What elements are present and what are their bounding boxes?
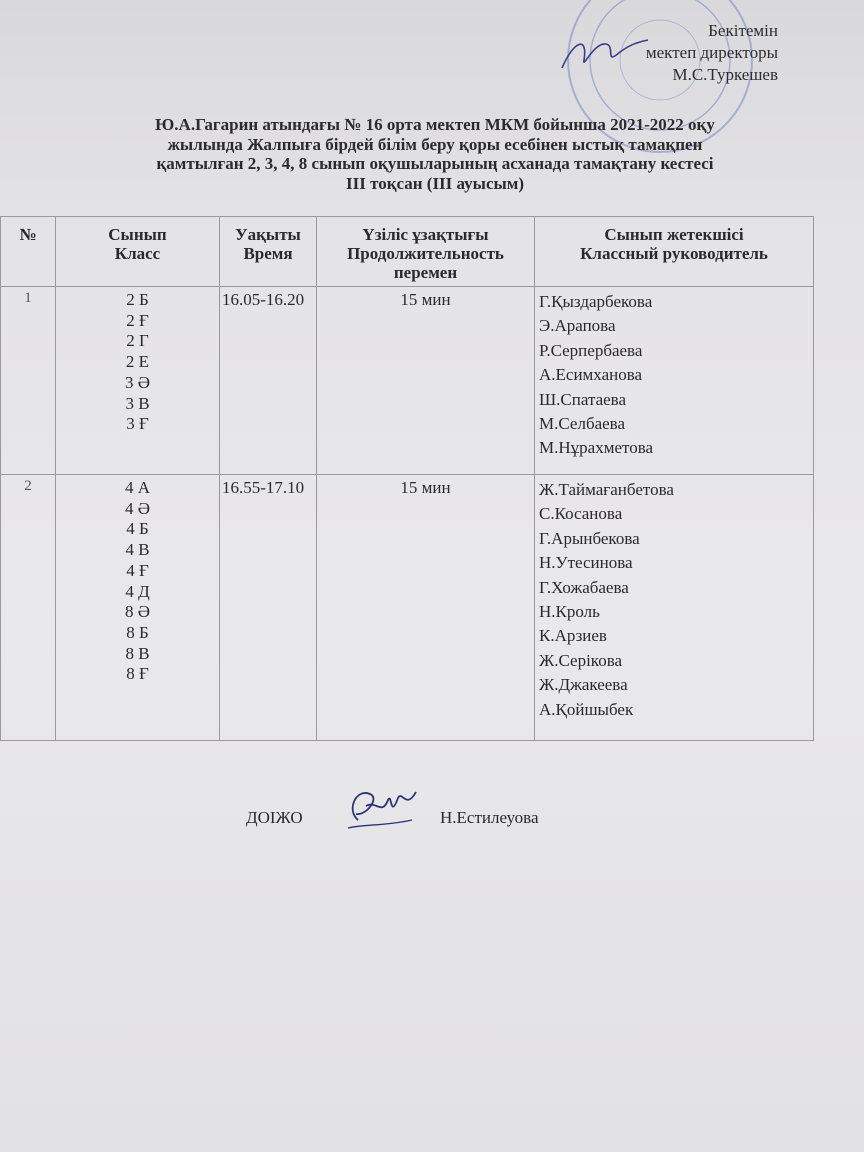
approval-line-1: Бекітемін <box>708 21 778 40</box>
header-class: Сынып Класс <box>56 217 220 287</box>
class-name: 4 Ғ <box>126 560 149 580</box>
teacher-name: Г.Хожабаева <box>539 577 629 597</box>
teacher-name: К.Арзиев <box>539 626 607 646</box>
class-name: 3 Ә <box>124 372 151 392</box>
title-line-3: қамтылған 2, 3, 4, 8 сынып оқушыларының асханада тамақтану кестесі <box>156 154 714 173</box>
title-line-4: III тоқсан (III ауысым) <box>345 173 525 193</box>
class-name: 2 Г <box>126 331 149 351</box>
teacher-name: М.Селбаева <box>539 414 626 434</box>
header-break: Үзіліс ұзақтығы Продолжительность перемен <box>317 217 535 287</box>
time-cell: 16.05-16.20 <box>220 287 317 475</box>
title-line-2: жылында Жалпыға бірдей білім беру қоры есебінен ыстық тамақпен <box>167 134 703 154</box>
title-line-1: Ю.А.Гагарин атындағы № 16 орта мектеп МКМ бойынша 2021-2022 оқу <box>155 115 715 134</box>
footer-name: Н.Естилеуова <box>440 808 539 827</box>
table-row <box>1 475 814 741</box>
teacher-name: Ж.Серікова <box>539 650 623 670</box>
teacher-name: Ш.Спатаева <box>539 389 627 409</box>
teacher-name: Г.Қыздарбекова <box>539 292 653 311</box>
class-name: 4 В <box>125 540 150 560</box>
teacher-name: А.Есимханова <box>539 365 643 385</box>
class-name: 8 Ә <box>124 602 151 622</box>
footer-position: ДОІЖО <box>246 808 303 827</box>
class-list <box>56 475 220 741</box>
handwritten-signature <box>336 780 426 840</box>
class-name: 2 Ғ <box>126 310 149 330</box>
approval-line-3: М.С.Туркешев <box>672 65 778 84</box>
class-name: 3 В <box>125 393 150 413</box>
class-name: 2 Е <box>125 352 150 372</box>
class-name: 2 Б <box>126 290 149 309</box>
row-number: 1 <box>1 287 56 475</box>
class-name: 3 Ғ <box>126 414 149 434</box>
teacher-name: М.Нұрахметова <box>539 438 654 458</box>
class-name: 4 А <box>124 478 151 497</box>
teacher-name: Н.Кроль <box>539 602 600 622</box>
document-title <box>50 115 820 193</box>
class-name: 4 Ә <box>124 498 151 518</box>
teacher-name: Ж.Джакеева <box>539 675 628 695</box>
header-time: Уақыты Время <box>220 217 317 287</box>
approval-line-2: мектеп директоры <box>645 43 778 62</box>
teacher-name: Г.Арынбекова <box>539 528 640 548</box>
teacher-name: Ж.Таймағанбетова <box>539 480 674 499</box>
approval-block <box>646 20 778 86</box>
class-name: 4 Д <box>125 581 150 601</box>
teacher-list <box>535 287 814 475</box>
teacher-list <box>535 475 814 741</box>
header-teacher: Сынып жетекшісі Классный руководитель <box>535 217 814 287</box>
class-name: 8 В <box>125 643 150 663</box>
class-name: 8 Ғ <box>126 664 149 684</box>
class-name: 4 Б <box>126 519 149 539</box>
director-signature <box>554 30 654 78</box>
time-cell: 16.55-17.10 <box>220 475 317 741</box>
teacher-name: Р.Серпербаева <box>539 340 643 360</box>
break-cell: 15 мин <box>317 287 535 475</box>
row-number: 2 <box>1 475 56 741</box>
teacher-name: Э.Арапова <box>539 316 616 336</box>
header-row <box>1 217 814 287</box>
break-cell: 15 мин <box>317 475 535 741</box>
teacher-name: С.Косанова <box>539 504 623 524</box>
teacher-name: А.Қойшыбек <box>539 699 634 719</box>
class-name: 8 Б <box>126 622 149 642</box>
class-list <box>56 287 220 475</box>
schedule-table <box>0 216 814 741</box>
teacher-name: Н.Утесинова <box>539 553 633 573</box>
header-num: № <box>1 217 56 287</box>
table-row <box>1 287 814 475</box>
